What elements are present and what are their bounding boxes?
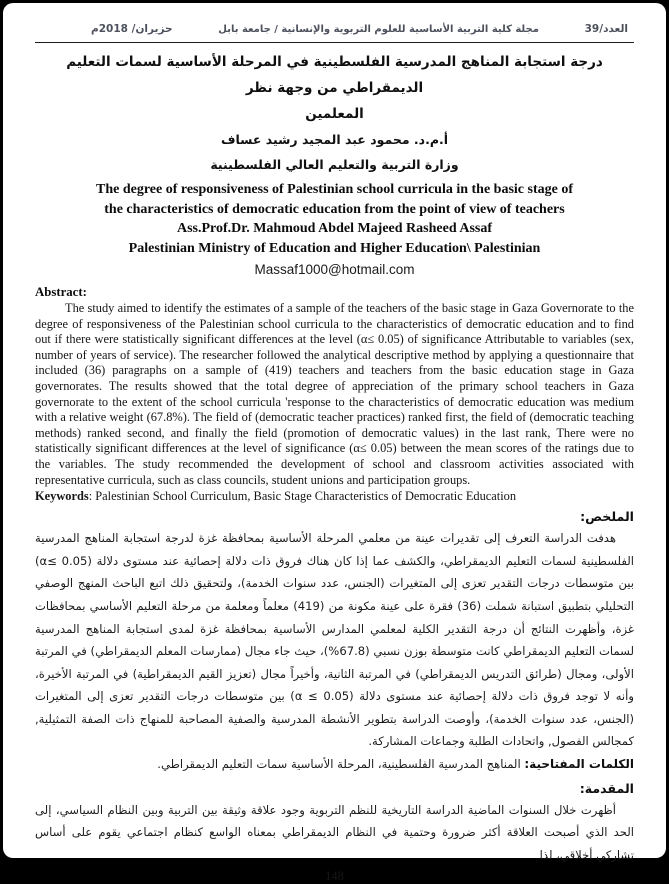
arabic-title-line2: المعلمين: [305, 106, 364, 122]
english-affiliation: Palestinian Ministry of Education and Higher Education\ Palestinian: [128, 240, 541, 256]
arabic-keywords-line: [35, 753, 634, 776]
issue-number: العدد/39: [584, 23, 628, 35]
abstract-heading: Abstract:: [35, 285, 87, 299]
english-author: Ass.Prof.Dr. Mahmoud Abdel Majeed Rasheed Assaf: [176, 221, 492, 236]
header-divider: [35, 42, 634, 43]
arabic-author: أ.م.د. محمود عبد المجيد رشيد عساف: [220, 132, 449, 147]
page-number: 148: [325, 869, 344, 884]
introduction-body: أظهرت خلال السنوات الماضية الدراسة التاريخية للنظم التربوية وجود علاقة وثيقة بين التربية وبين النظام السياسي، إلى الحد الذي أصبحت العلاقة أكثر ضرورة وحتمية في النظام الديمقراطي بمعناه الواسع كنظام اجتماعي يقوم على أساس تشاركي أخلاقي، لذا: [35, 802, 634, 862]
arabic-keywords-text: المناهج المدرسية الفلسطينية، المرحلة الأساسية سمات التعليم الديمقراطي.: [157, 757, 525, 772]
arabic-abstract-heading: الملخص:: [580, 509, 634, 525]
journal-header: [35, 23, 634, 35]
author-email: Massaf1000@hotmail.com: [254, 262, 415, 277]
arabic-abstract-body: هدفت الدراسة التعرف إلى تقديرات عينة من معلمي المرحلة الأساسية بمحافظة غزة لدرجة استجابة المناهج المدرسية الفلسطينية لسمات التعليم الديمقراطي، والكشف عما إذا كان هناك فروق ذات دلالة إحصائية عند مستوى دلالة (0.05 ≥α) بين متوسطات درجات التقدير تعزى إلى المتغيرات (الجنس، عدد سنوات الخدمة)، ولتحقيق ذلك اتبع الباحث المنهج الوصفي التحليلي بتطبيق استبانة شملت (36) فقرة على عينة مكونة من (419) معلماً ومعلمة من مرحلة التعليم الأساسي بمحافظات غزة، وأظهرت النتائج أن درجة التقدير الكلية لمعلمي المدارس الأساسية بمحافظة غزة لمدى استجابة المناهج المدرسية لسمات التعليم الديمقراطي كانت متوسطة بوزن نسبي (67.8%)، حيث جاء مجال (ممارسات المعلم الديمقراطي) في المرتبة الأولى، ومجال (طرائق التدريس الديمقراطي) في المرتبة الثانية، وأخيراً مجال (تعزيز القيم الديمقراطية) في المرتبة الأخيرة، وأنه لا توجد فروق ذات دلالة إحصائية عند مستوى دلالة (0.05 ≥ α) بين متوسطات درجات التقدير تعزى إلى المتغيرات (الجنس، عدد سنوات الخدمة)، وأوصت الدراسة بتطوير الأنشطة المدرسية والصفية المصاحبة للمنهاج ذات الصفة التمثيلية, كمجالس الفصول, واتحادات الطلبة وجماعات المشاركة.: [35, 531, 634, 749]
keywords-line: [35, 488, 634, 504]
arabic-keywords-label: الكلمات المفتاحية:: [524, 757, 634, 772]
arabic-title: [35, 49, 634, 127]
english-title: [35, 180, 634, 219]
journal-name: مجلة كلية التربية الأساسية للعلوم التربوية والإنسانية / جامعة بابل: [218, 24, 539, 35]
arabic-title-line1: درجة استجابة المناهج المدرسية الفلسطينية في المرحلة الأساسية لسمات التعليم الديمقراطي من وجهة نظر: [66, 54, 603, 96]
issue-date: حزيران/ 2018م: [91, 23, 173, 35]
english-title-line1: The degree of responsiveness of Palestinian school curricula in the basic stage of: [95, 182, 574, 197]
arabic-affiliation: وزارة التربية والتعليم العالي الفلسطينية: [210, 157, 459, 172]
article-page: [3, 3, 666, 884]
abstract-body: The study aimed to identify the estimates of a sample of the teachers of the basic stage in Gaza Governorate to the degree of responsiveness of the Palestinian school curricula to the characteristics of democratic education and to find out if there were statistically significant differences at the level (α≤ 0.05) of significance Attributable to variables (sex, number of years of service). The researcher followed the analytical descriptive method by applying a questionnaire that included (36) paragraphs on a sample of (419) teachers and teachers from the basic education stage in Gaza governorates. The results showed that the total degree of appreciation of the primary school teachers in Gaza governorate to the extent of the school curricula 'response to the characteristics of democratic education was medium with a relative weight (67.8%). The field of (democratic teacher practices) ranked first, the field of (democratic teaching methods) ranked second, and finally the field (promotion of democratic values) in the last rank, There were no statistically significant differences at the level of significance (α≤ 0.05) between the mean scores of the ratings due to the variables. The study recommended the development of school and classroom activities associated with representative curricula, such as class councils, student unions and participation groups.: [35, 301, 634, 487]
introduction-heading: المقدمة:: [579, 780, 634, 796]
keywords-text: : Palestinian School Curriculum, Basic Stage Characteristics of Democratic Education: [88, 489, 517, 504]
keywords-label: Keywords: [35, 489, 89, 504]
english-title-line2: the characteristics of democratic education from the point of view of teachers: [104, 201, 565, 217]
